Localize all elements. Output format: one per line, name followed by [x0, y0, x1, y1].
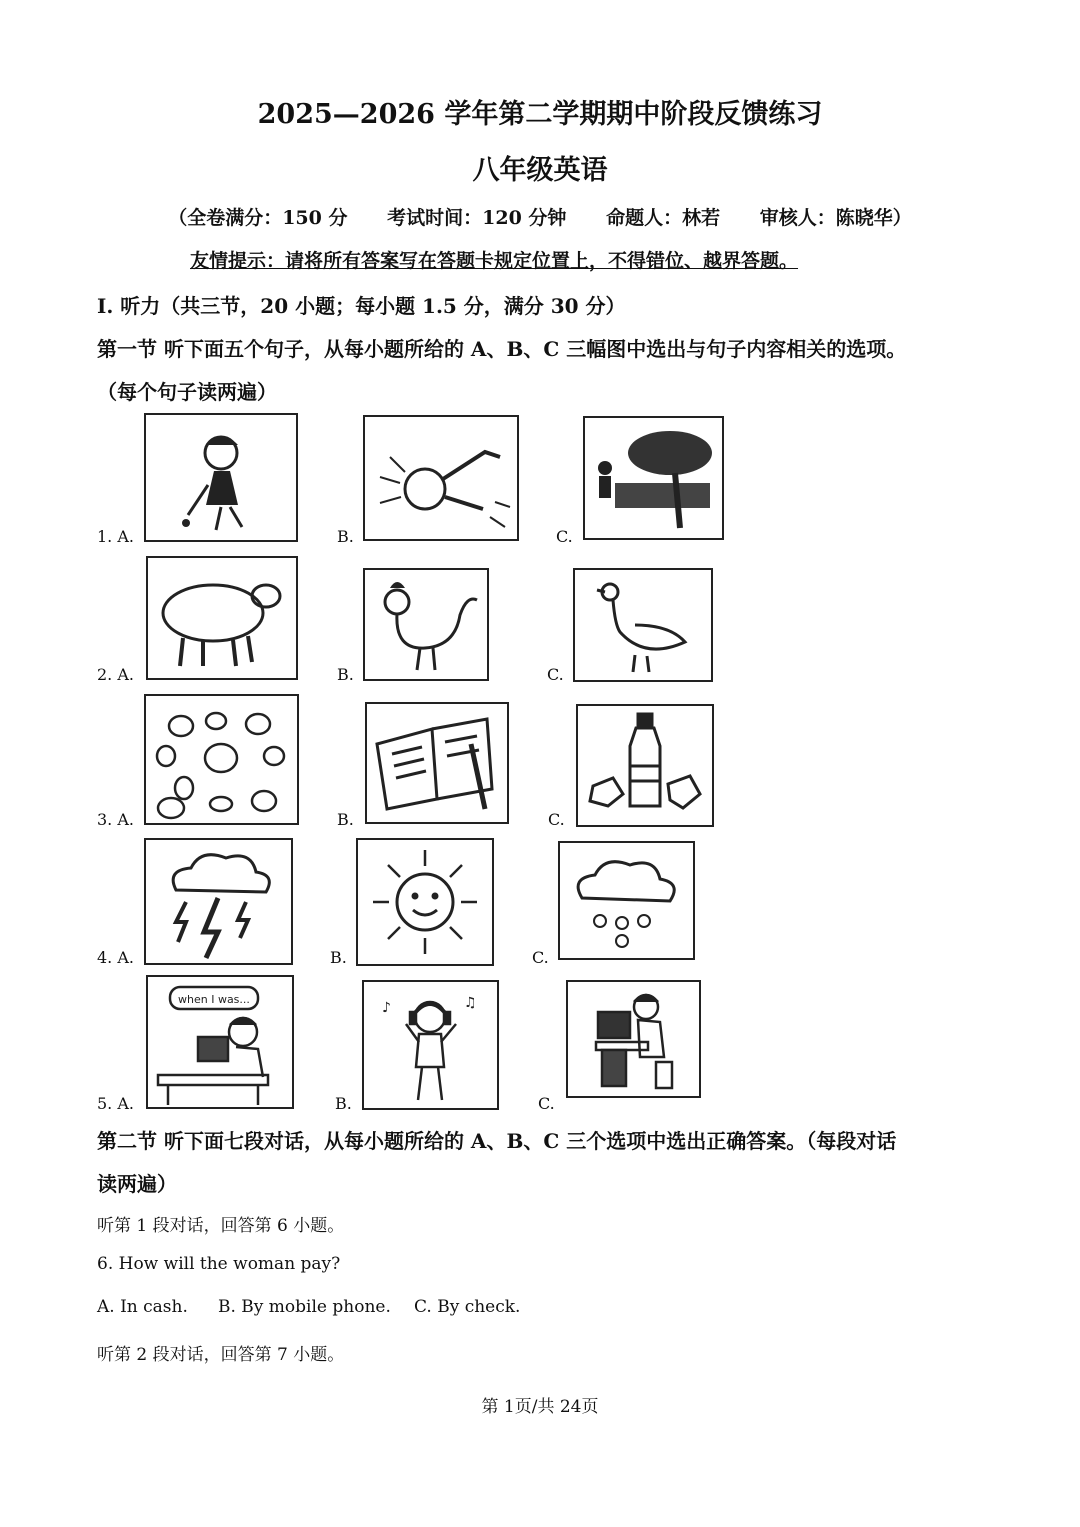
part1-instruction: 第一节 听下面五个句子，从每小题所给的 A、B、C 三幅图中选出与句子内容相关的选项。 [97, 337, 907, 361]
section-heading: I. 听力（共三节，20 小题；每小题 1.5 分，满分 30 分） [97, 294, 626, 318]
exam-info: （全卷满分：150 分 考试时间：120 分钟 命题人：林若 审核人：陈晓华） [168, 207, 912, 229]
boy-headphones-icon [362, 980, 499, 1110]
q6-option-a: A. In cash. [97, 1297, 188, 1317]
page-subtitle: 八年级英语 [472, 155, 608, 186]
sun-icon [356, 838, 494, 966]
q3-label-b: B. [337, 810, 354, 829]
q4-label-a: 4. A. [97, 948, 134, 967]
q5-label-c: C. [538, 1094, 555, 1113]
friendly-tip: 友情提示：请将所有答案写在答题卡规定位置上，不得错位、越界答题。 [190, 250, 799, 272]
part2-instruction: 第二节 听下面七段对话，从每小题所给的 A、B、C 三个选项中选出正确答案。（每段对话 [97, 1129, 897, 1153]
snow-cloud-icon [558, 841, 695, 960]
plastic-bottle-icon [576, 704, 714, 827]
q3-label-c: C. [548, 810, 565, 829]
seashells-icon [144, 694, 299, 825]
q3-label-a: 3. A. [97, 810, 134, 829]
dialog-2-instruction: 听第 2 段对话，回答第 7 小题。 [97, 1345, 345, 1365]
tree-smoking-icon [583, 416, 724, 540]
q6-option-b: B. By mobile phone. [218, 1297, 391, 1317]
part1-instruction-cont: （每个句子读两遍） [97, 380, 277, 404]
girl-reading-icon [146, 975, 294, 1109]
dialog-1-instruction: 听第 1 段对话，回答第 6 小题。 [97, 1216, 345, 1236]
q6-option-c: C. By check. [414, 1297, 521, 1317]
goose-icon [573, 568, 713, 682]
q5-label-b: B. [335, 1094, 352, 1113]
speech-bubble-text: when I was... [178, 993, 250, 1006]
q1-label-a: 1. A. [97, 527, 134, 546]
q5-label-a: 5. A. [97, 1094, 134, 1113]
rooster-icon [363, 568, 489, 681]
q1-label-b: B. [337, 527, 354, 546]
svg-text:♪: ♪ [382, 1000, 391, 1016]
question-6: 6. How will the woman pay? [97, 1254, 341, 1274]
girl-sweeping-icon [144, 413, 298, 542]
thunderstorm-icon [144, 838, 293, 965]
q2-label-b: B. [337, 665, 354, 684]
page-title: 2025—2026 学年第二学期期中阶段反馈练习 [257, 99, 823, 130]
open-book-icon [365, 702, 509, 824]
svg-text:♫: ♫ [464, 995, 477, 1011]
boy-computer-icon [566, 980, 701, 1098]
q2-label-c: C. [547, 665, 564, 684]
q4-label-c: C. [532, 948, 549, 967]
q1-label-c: C. [556, 527, 573, 546]
q4-label-b: B. [330, 948, 347, 967]
page-footer: 第 1页/共 24页 [481, 1397, 599, 1417]
part2-instruction-cont: 读两遍） [97, 1172, 177, 1196]
q2-label-a: 2. A. [97, 665, 134, 684]
boy-falling-icon [363, 415, 519, 541]
sheep-icon [146, 556, 298, 680]
